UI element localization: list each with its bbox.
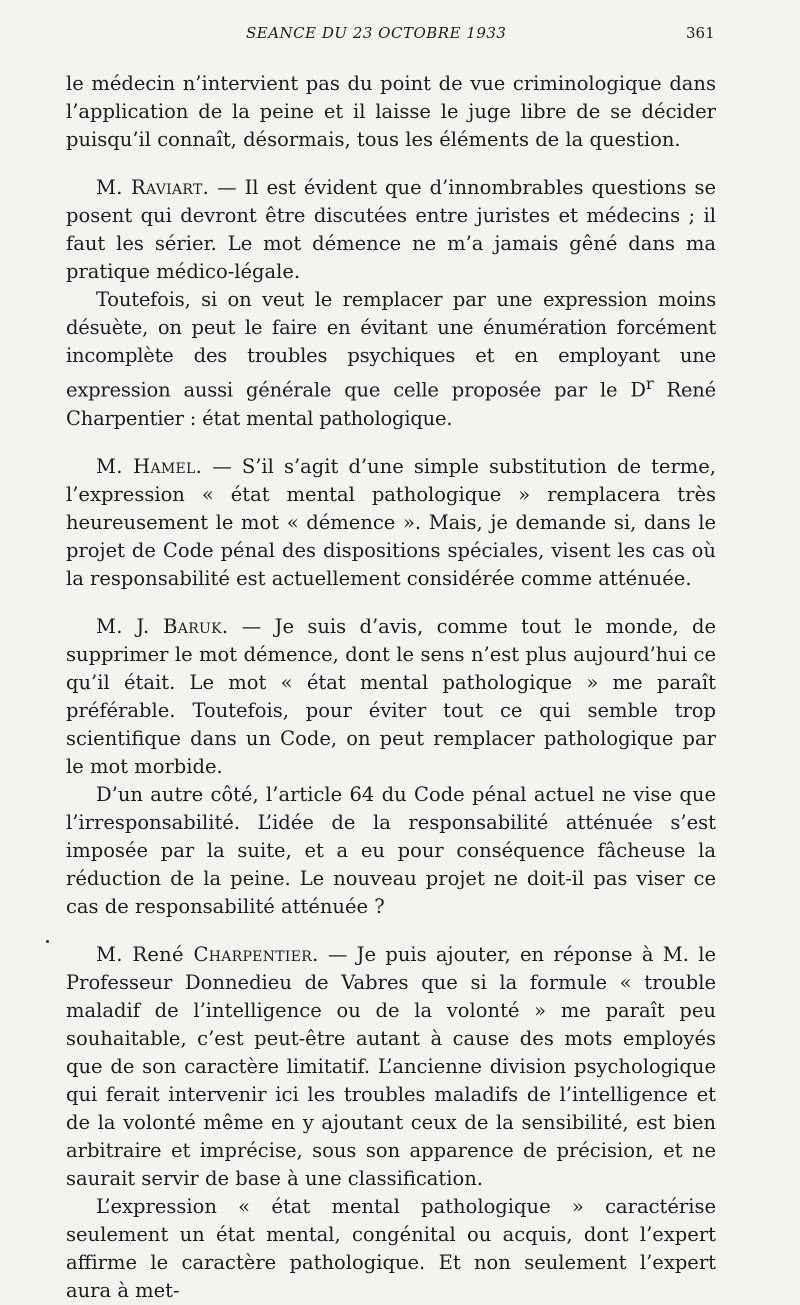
speaker-name: M. Raviart. [96, 176, 210, 199]
page-body [66, 70, 716, 1305]
paragraph-raviart: M. Raviart. — Il est évident que d’innombrables questions se posent qui devront être discutées entre juristes et médecins ; il faut les sérier. Le mot démence ne m’a jamais gêné dans ma pratique médico-légale. [66, 176, 716, 283]
speaker-surname: Charpentier. [193, 942, 319, 966]
speaker-name: M. Hamel. [96, 454, 203, 478]
paragraph-continuation: le médecin n’intervient pas du point de vue criminologique dans l’application de la peine et il laisse le juge libre de se décider puisqu’il connaît, désormais, tous les éléments de la question. [66, 72, 716, 151]
paragraph-charpentier: M. René Charpentier. — Je puis ajouter, en réponse à M. le Professeur Donnedieu de Vabres que si la formule « trouble maladif de l’intelligence ou de la volonté » me paraît peu souhaitable, c’est peut-être autant à cause des mots employés que de son caractère limitatif. L’ancienne division psychologique qui ferait intervenir ici les troubles maladifs de l’intelligence et de la volonté même en y ajoutant ceux de la sensibilité, est bien arbitraire et imprécise, sous son apparence de précision, et ne saurait servir de base à une classification. [66, 942, 716, 1190]
running-title: SEANCE DU 23 OCTOBRE 1933 [246, 24, 507, 42]
paragraph-hamel: M. Hamel. — S’il s’agit d’une simple substitution de terme, l’expression « état mental pathologique » remplacera très heureusement le mot « démence ». Mais, je demande si, dans le projet de Code pénal des dispositions spéciales, visent les cas où la responsabilité est actuellement considérée comme atténuée. [66, 454, 717, 590]
paragraph-raviart-continued: Toutefois, si on veut le remplacer par une expression moins désuète, on peut le faire en évitant une énumération forcément incomplète des troubles psychiques et en employant une expression aussi générale que celle proposée par le $D^r$ René Charpentier : état mental pathologique. [66, 288, 716, 430]
speaker-name: M. J. Baruk. [96, 614, 229, 638]
paragraph-charpentier-continued: L’expression « état mental pathologique » caractérise seulement un état mental, congénital ou acquis, dont l’expert affirme le caractère pathologique. Et non seulement l’expert aura à met- [66, 1194, 716, 1302]
margin-speck [46, 940, 49, 943]
superscript: r [645, 374, 654, 393]
paragraph-baruk: M. J. Baruk. — Je suis d’avis, comme tout le monde, de supprimer le mot démence, dont le sens n’est plus aujourd’hui ce qu’il était. Le mot « état mental pathologique » me paraît préférable. Toutefois, pour éviter tout ce qui semble trop scientifique dans un Code, on peut remplacer pathologique par le mot morbide. [66, 614, 716, 778]
speaker-name: M. René [96, 942, 194, 966]
page-number: 361 [686, 24, 715, 42]
running-head [0, 24, 800, 48]
paragraph-baruk-continued: D’un autre côté, l’article 64 du Code pénal actuel ne vise que l’irresponsabilité. L’idée de la responsabilité atténuée s’est imposée par la suite, et a eu pour conséquence fâcheuse la réduction de la peine. Le nouveau projet ne doit-il pas viser ce cas de responsabilité atténuée ? [66, 782, 716, 918]
